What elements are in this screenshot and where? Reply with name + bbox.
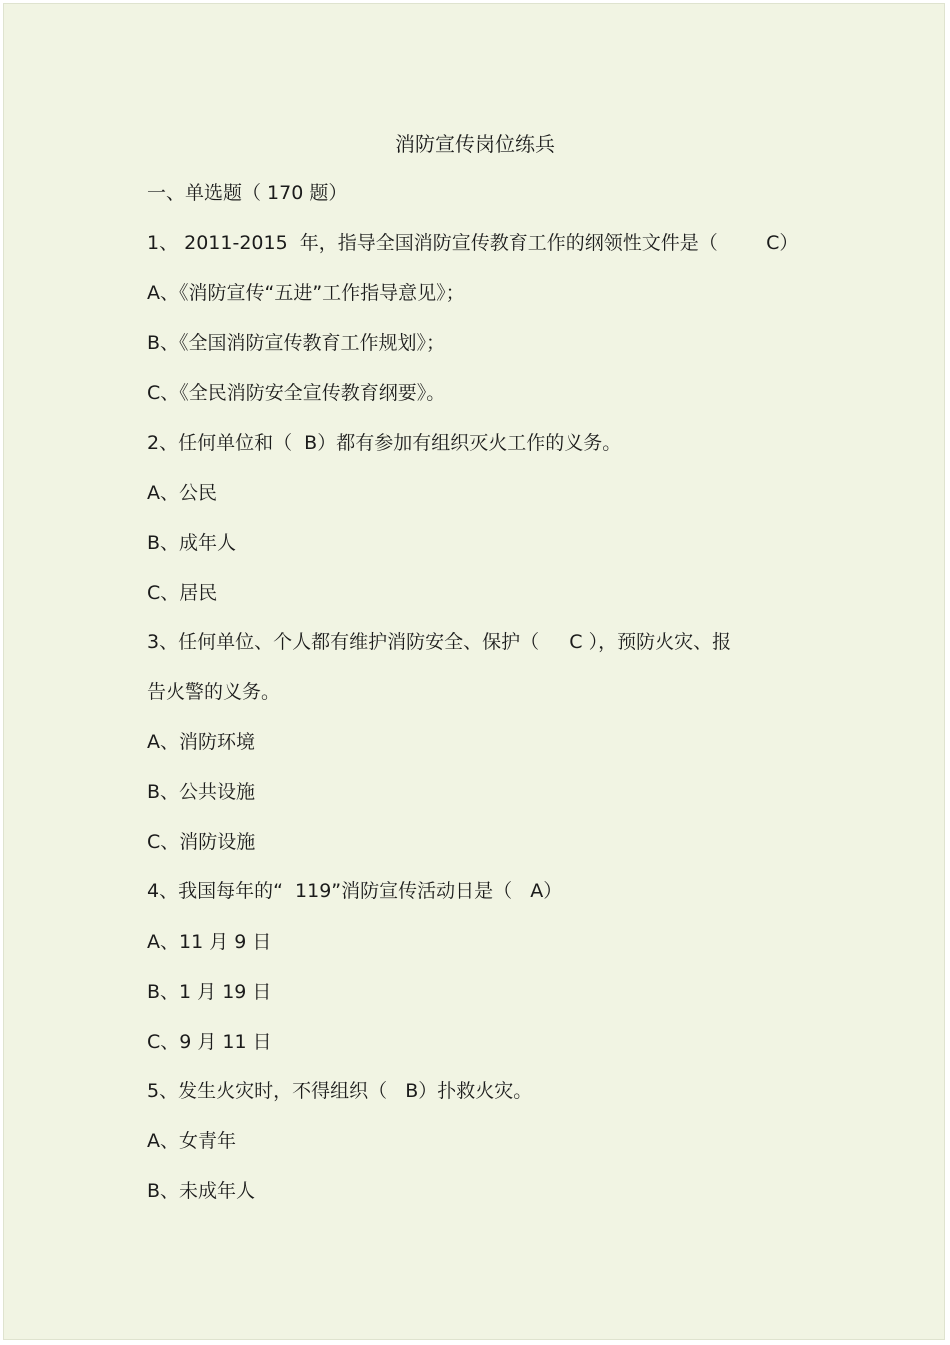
section-heading: 一、单选题（ 170 题） [147, 182, 348, 204]
question-1: 1、 2011-2015 年，指导全国消防宣传教育工作的纲领性文件是（ C） [147, 232, 799, 254]
question-1-option-c: C、《全民消防安全宣传教育纲要》。 [147, 382, 446, 404]
document-page [3, 3, 945, 1340]
question-3: 3、任何单位、个人都有维护消防安全、保护（ C ），预防火灾、报 [147, 631, 732, 653]
document-title: 消防宣传岗位练兵 [395, 132, 555, 156]
question-5: 5、发生火灾时，不得组织（ B）扑救火灾。 [147, 1080, 533, 1102]
question-3-continuation: 告火警的义务。 [147, 681, 281, 703]
question-2-option-a: A、公民 [147, 482, 217, 504]
question-3-option-b: B、公共设施 [147, 781, 256, 803]
question-3-option-a: A、消防环境 [147, 731, 255, 753]
question-1-option-b: B、《全国消防宣传教育工作规划》； [147, 332, 446, 354]
question-1-option-a: A、《消防宣传“五进”工作指导意见》； [147, 282, 465, 304]
question-4-option-c: C、9 月 11 日 [147, 1031, 272, 1053]
question-3-option-c: C、消防设施 [147, 831, 256, 853]
question-5-option-b: B、未成年人 [147, 1180, 256, 1202]
question-2: 2、任何单位和（ B）都有参加有组织灭火工作的义务。 [147, 432, 622, 454]
question-4: 4、我国每年的“ 119”消防宣传活动日是（ A） [147, 880, 563, 902]
question-4-option-a: A、11 月 9 日 [147, 931, 272, 953]
question-2-option-c: C、居民 [147, 582, 218, 604]
question-4-option-b: B、1 月 19 日 [147, 981, 272, 1003]
question-5-option-a: A、女青年 [147, 1130, 236, 1152]
question-2-option-b: B、成年人 [147, 532, 237, 554]
